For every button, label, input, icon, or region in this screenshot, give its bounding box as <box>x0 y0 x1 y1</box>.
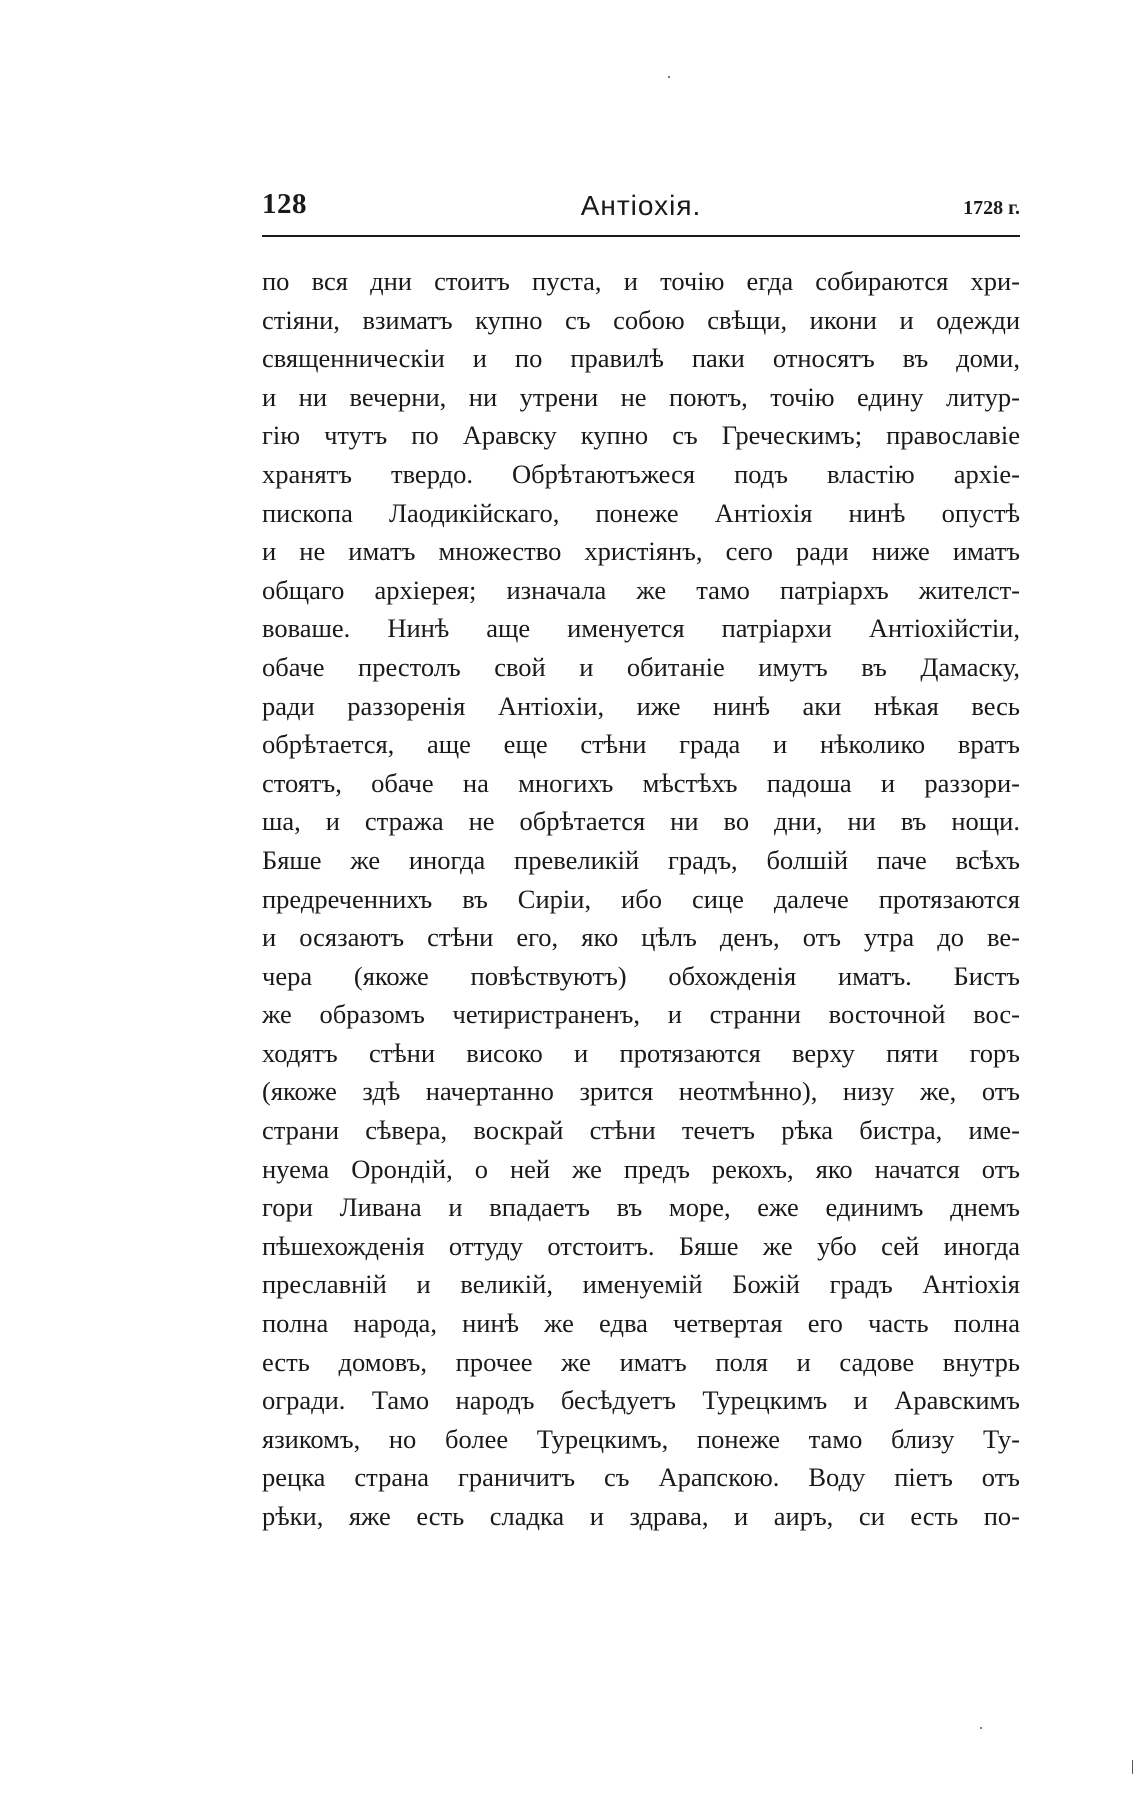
text-line: страни сѣвера, воскрай стѣни течетъ рѣка бистра, име- <box>262 1115 1020 1146</box>
text-line: по вся дни стоитъ пуста, и точію егда собираются хри- <box>262 266 1020 296</box>
text-line: язикомъ, но более Турецкимъ, понеже тамо близу Ту- <box>262 1423 1020 1454</box>
text-line: рецка страна граничитъ съ Арапскою. Воду піетъ отъ <box>262 1462 1020 1493</box>
header-year: 1728 г. <box>963 197 1020 219</box>
text-line: полна народа, нинѣ же едва четвертая его часть полна <box>262 1308 1020 1339</box>
text-line: священническіи и по правилѣ паки относятъ въ доми, <box>262 343 1020 374</box>
running-title: Антіохія. <box>580 190 702 221</box>
text-line: стоятъ, обаче на многихъ мѣстѣхъ падоша и раззори- <box>262 767 1020 798</box>
text-line: нуема Орондій, о ней же предъ рекохъ, яко начатся отъ <box>262 1153 1020 1184</box>
text-line: ша, и стража не обрѣтается ни во дни, ни въ нощи. <box>262 806 1020 837</box>
text-line: чера (якоже повѣствуютъ) обхожденія иматъ. Бистъ <box>262 960 1020 991</box>
text-line: стіяни, взиматъ купно съ собою свѣщи, икони и одежди <box>262 304 1020 335</box>
text-line: огради. Тамо народъ бесѣдуетъ Турецкимъ и Аравскимъ <box>262 1385 1020 1416</box>
text-line: есть домовъ, прочее же иматъ поля и садове внутрь <box>262 1346 1020 1377</box>
text-line: предреченнихъ въ Сиріи, ибо сице далече протязаются <box>262 883 1020 914</box>
text-line: пископа Лаодикійскаго, понеже Антіохія нинѣ опустѣ <box>262 497 1020 528</box>
text-line: воваше. Нинѣ аще именуется патріархи Антіохійстіи, <box>262 613 1020 644</box>
page-header <box>262 188 1020 234</box>
body-text <box>262 262 1020 1592</box>
text-line: и ни вечерни, ни утрени не поютъ, точію едину литур- <box>262 381 1020 412</box>
text-line: гори Ливана и впадаетъ въ море, еже единимъ днемъ <box>262 1192 1020 1223</box>
paper-speck <box>1132 1760 1133 1774</box>
text-line: же образомъ четиристраненъ, и странни восточной вос- <box>262 999 1020 1030</box>
text-line: гію чтутъ по Аравску купно съ Греческимъ; православіе <box>262 420 1020 451</box>
page-number: 128 <box>262 188 307 220</box>
text-line: пѣшехожденія оттуду отстоитъ. Бяше же убо сей иногда <box>262 1230 1020 1261</box>
text-line: Бяше же иногда превеликій градъ, болшій паче всѣхъ <box>262 844 1020 875</box>
text-line: общаго архіерея; изначала же тамо патріархъ жителст- <box>262 574 1020 605</box>
paper-speck <box>980 1727 982 1729</box>
paper-speck <box>668 76 670 78</box>
text-line: (якоже здѣ начертанно зрится неотмѣнно), низу же, отъ <box>262 1076 1020 1107</box>
text-line: рѣки, яже есть сладка и здрава, и аиръ, си есть по- <box>262 1501 1020 1531</box>
text-line: ради раззоренія Антіохіи, иже нинѣ аки нѣкая весь <box>262 690 1020 721</box>
text-line: преславній и великій, именуемій Божій градъ Антіохія <box>262 1269 1020 1300</box>
text-line: ходятъ стѣни високо и протязаются верху пяти горъ <box>262 1037 1020 1068</box>
text-line: и не иматъ множество христіянъ, сего ради ниже иматъ <box>262 536 1020 567</box>
text-line: обрѣтается, аще еще стѣни града и нѣколико вратъ <box>262 729 1020 760</box>
header-rule <box>262 235 1020 237</box>
text-line: и осязаютъ стѣни его, яко цѣлъ денъ, отъ утра до ве- <box>262 922 1020 953</box>
text-line: обаче престолъ свой и обитаніе имутъ въ Дамаску, <box>262 651 1020 682</box>
text-line: хранятъ твердо. Обрѣтаютъжеся подъ властію архіе- <box>262 458 1020 489</box>
